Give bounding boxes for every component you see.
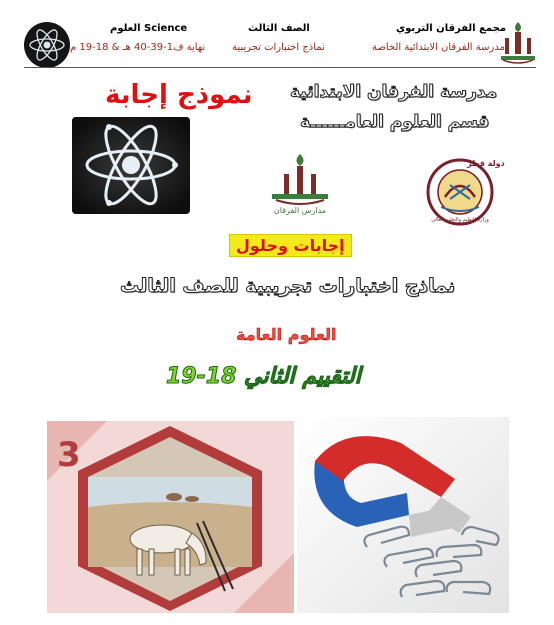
header-school: مدرسة الفرقان الابتدائية الخاصة <box>372 42 505 53</box>
alfurqan-logo-icon <box>497 20 539 66</box>
qatar-label: دولة قطر <box>467 159 505 168</box>
header-term-date: نهاية ف1-39-40 هـ & 18-19 م <box>70 42 206 53</box>
magnet-cover-image <box>297 417 509 613</box>
alfurqan-caption: مدارس الفرقان <box>273 206 327 215</box>
header-grade: الصف الثالث <box>248 23 310 34</box>
models-title: نماذج اختبارات تجريبية للصف الثالث <box>120 275 456 297</box>
ministry-label: وزارة التعليم والتعليم العالي <box>431 217 489 223</box>
answer-model-title: نموذج إجابة <box>105 80 253 110</box>
department-name: قسم العلوم العامــــــة <box>300 112 490 132</box>
header-subject: العلوم Science <box>110 23 188 34</box>
header-exam-type: نماذج اختبارات تجريبية <box>232 42 325 53</box>
magnet-paperclips-art <box>297 417 509 613</box>
atom-icon <box>24 22 70 68</box>
alfurqan-logo-icon <box>266 152 334 208</box>
atom-icon <box>72 117 190 214</box>
atom-emblem-image <box>72 117 190 214</box>
header-small-atom <box>24 22 70 68</box>
header-divider <box>24 67 536 68</box>
header-alfurqan-logo <box>497 20 539 66</box>
alfurqan-center-logo <box>266 152 334 218</box>
subject-title: العلوم العامة <box>236 325 337 344</box>
answers-badge: إجابات وحلول <box>229 234 352 257</box>
header-org: مجمع الفرقان التربوي <box>396 23 507 34</box>
assessment-title: التقييم الثاني 18-19 <box>166 364 361 389</box>
oryx-cover-art <box>47 421 294 613</box>
cover-number: 3 <box>57 435 81 475</box>
school-name: مدرسة الفرقان الابتدائية <box>290 82 498 102</box>
qatar-ministry-logo <box>423 157 505 227</box>
oryx-cover-image <box>47 421 294 613</box>
